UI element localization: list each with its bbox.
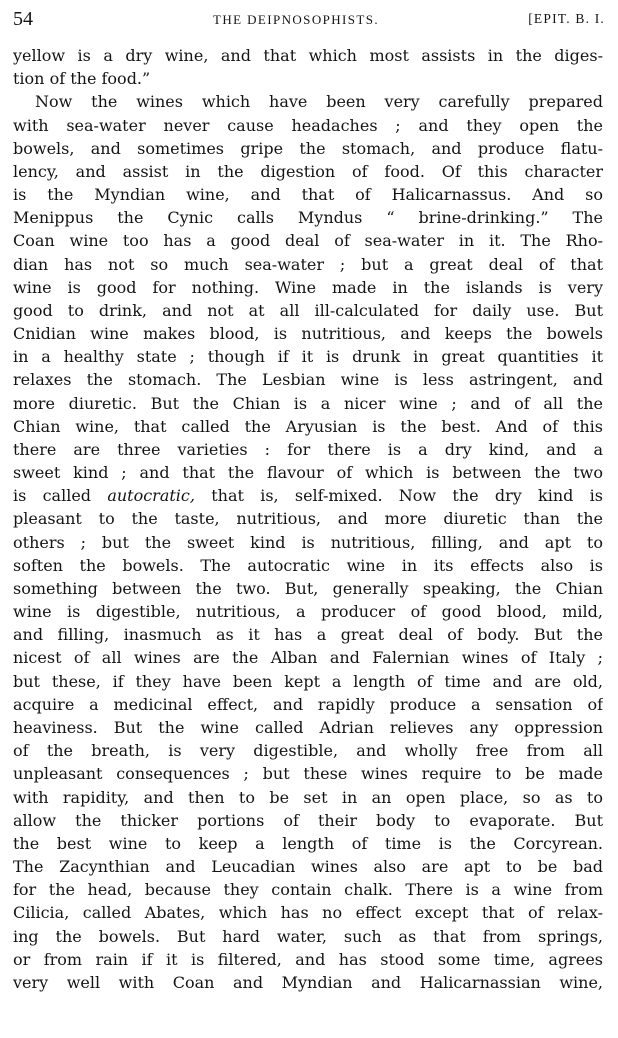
text-line: Now the wines which have been very carefully prepared (35, 92, 603, 112)
text-fragment: that is, self-mixed. Now the dry kind is (211, 486, 603, 506)
text-line: and filling, inasmuch as it has a great deal of body. But the (13, 625, 603, 645)
text-line: pleasant to the taste, nutritious, and more diuretic than the (13, 509, 603, 529)
text-line: Cnidian wine makes blood, is nutritious, and keeps the bowels (13, 324, 603, 344)
text-line: wine is digestible, nutritious, a producer of good blood, mild, (13, 602, 603, 622)
text-line: there are three varieties : for there is a dry kind, and a (13, 439, 603, 459)
text-line: Cilicia, called Abates, which has no effect except that of relax- (13, 903, 603, 923)
text-line: good to drink, and not at all ill-calculated for daily use. But (13, 300, 603, 320)
text-line: others ; but the sweet kind is nutritious, filling, and apt to (13, 532, 603, 552)
text-line: for the head, because they contain chalk. There is a wine from (13, 880, 603, 900)
text-line: tion of the food.” (13, 69, 151, 89)
text-line: very well with Coan and Myndian and Halicarnassian wine, (13, 972, 603, 992)
text-line: wine is good for nothing. Wine made in the islands is very (13, 277, 603, 297)
text-fragment: is called (13, 486, 92, 506)
italic-term: autocratic, (107, 486, 195, 506)
section-marker: [EPIT. B. I. (528, 11, 605, 26)
text-line: but these, if they have been kept a length of time and are old, (13, 671, 603, 691)
body-text (13, 44, 603, 994)
text-line: more diuretic. But the Chian is a nicer wine ; and of all the (13, 393, 603, 413)
text-line: allow the thicker portions of their body to evaporate. But (13, 810, 603, 830)
text-line: dian has not so much sea-water ; but a great deal of that (13, 254, 603, 274)
text-line (13, 484, 603, 507)
text-line: Menippus the Cynic calls Myndus “ brine-drinking.” The (13, 208, 603, 228)
text-line: in a healthy state ; though if it is drunk in great quantities it (13, 347, 603, 367)
text-line: with sea-water never cause headaches ; and they open the (13, 115, 603, 135)
text-line: the best wine to keep a length of time is the Corcyrean. (13, 833, 603, 853)
page-number: 54 (13, 8, 33, 30)
page-header (13, 6, 605, 34)
text-line: ing the bowels. But hard water, such as that from springs, (13, 926, 603, 946)
text-line: The Zacynthian and Leucadian wines also are apt to be bad (13, 857, 603, 877)
text-line: soften the bowels. The autocratic wine in its effects also is (13, 555, 603, 575)
text-line: or from rain if it is filtered, and has stood some time, agrees (13, 949, 603, 969)
text-line: of the breath, is very digestible, and wholly free from all (13, 741, 603, 761)
text-line: bowels, and sometimes gripe the stomach, and produce flatu- (13, 138, 603, 158)
text-line: acquire a medicinal effect, and rapidly produce a sensation of (13, 694, 603, 714)
text-line: heaviness. But the wine called Adrian relieves any oppression (13, 717, 603, 737)
text-line: something between the two. But, generally speaking, the Chian (13, 578, 603, 598)
text-line: Coan wine too has a good deal of sea-water in it. The Rho- (13, 231, 603, 251)
text-line: relaxes the stomach. The Lesbian wine is less astringent, and (13, 370, 603, 390)
text-line: nicest of all wines are the Alban and Falernian wines of Italy ; (13, 648, 603, 668)
text-line: lency, and assist in the digestion of food. Of this character (13, 161, 603, 181)
running-title: THE DEIPNOSOPHISTS. (213, 12, 380, 27)
text-line: unpleasant consequences ; but these wines require to be made (13, 764, 603, 784)
text-line: sweet kind ; and that the flavour of which is between the two (13, 463, 603, 483)
text-line: is the Myndian wine, and that of Halicarnassus. And so (13, 185, 603, 205)
text-line: with rapidity, and then to be set in an open place, so as to (13, 787, 603, 807)
text-line: Chian wine, that called the Aryusian is the best. And of this (13, 416, 603, 436)
text-line: yellow is a dry wine, and that which most assists in the diges- (13, 46, 603, 65)
